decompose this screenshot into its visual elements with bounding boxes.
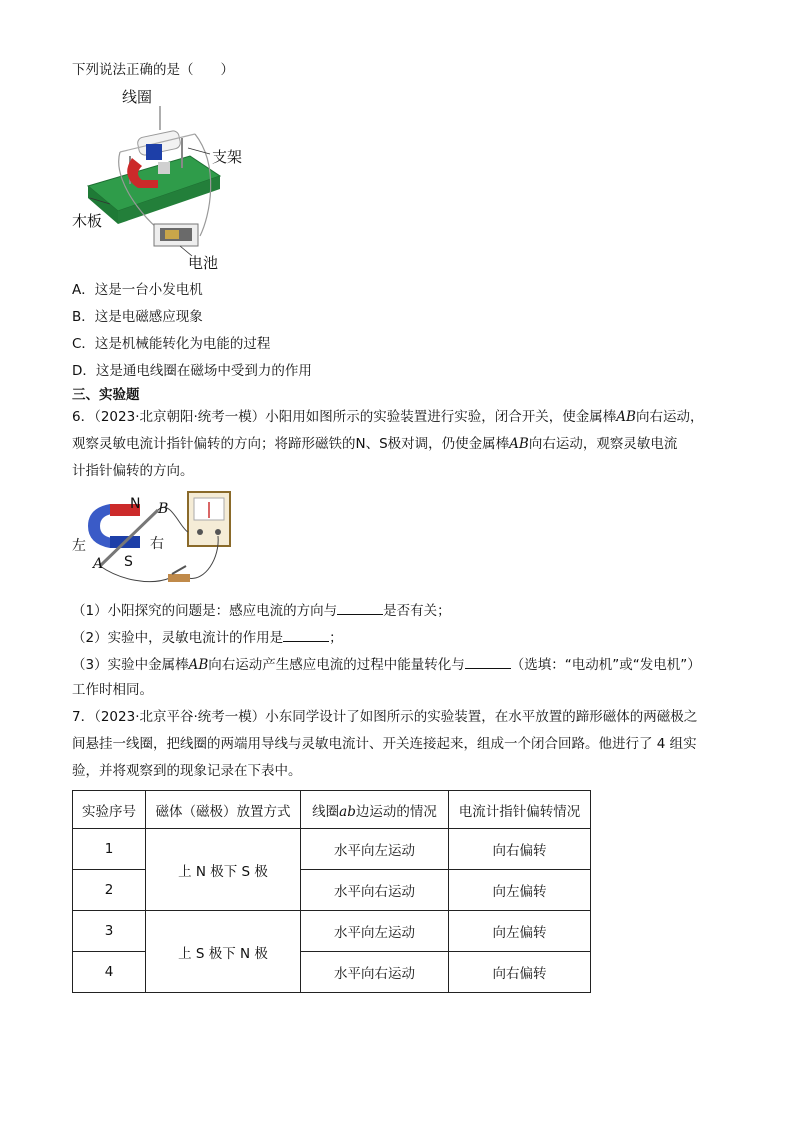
coil-label: 线圈 — [122, 88, 153, 106]
cell-magnet-placement: 上 N 极下 S 极 — [146, 829, 301, 911]
q6-sub-2-post: ； — [329, 630, 343, 646]
header-deflection: 电流计指针偏转情况 — [449, 791, 591, 829]
q6-line-1-post: 向右运动， — [635, 409, 704, 425]
magnet-n-label: N — [130, 496, 141, 512]
q6-line-2-post: 向右运动，观察灵敏电流 — [528, 436, 678, 452]
induction-experiment-figure — [70, 488, 245, 593]
cell-deflection: 向右偏转 — [449, 952, 591, 993]
q6-sub-3-pre: （3）实验中金属棒 — [72, 657, 189, 673]
q7-line-1: 7．（2023·北京平谷·统考一模）小东同学设计了如图所示的实验装置，在水平放置的蹄形磁体的两磁极之 — [72, 709, 698, 725]
motor-model-drawing — [70, 86, 260, 276]
table-row — [73, 911, 591, 952]
table-header-row — [73, 791, 591, 829]
cell-trial-no: 1 — [73, 829, 146, 870]
q6-sub-3-mid: 向右运动产生感应电流的过程中能量转化与 — [208, 657, 465, 673]
q5-option-c: C．这是机械能转化为电能的过程 — [72, 336, 271, 352]
rod-end-a-label: A — [93, 556, 104, 572]
right-direction-label: 右 — [150, 536, 164, 552]
cell-motion: 水平向右运动 — [301, 870, 449, 911]
header-ab-text: ab — [339, 803, 356, 820]
answer-blank-1[interactable] — [337, 600, 383, 615]
q6-sub-3-line-2: 工作时相同。 — [72, 682, 153, 698]
cell-trial-no: 4 — [73, 952, 146, 993]
motor-model-figure — [70, 86, 260, 276]
q6-line-2-pre: 观察灵敏电流计指针偏转的方向；将蹄形磁铁的N、S极对调，仍使金属棒 — [72, 436, 510, 452]
q6-sub-3 — [72, 654, 701, 675]
q5-option-d: D．这是通电线圈在磁场中受到力的作用 — [72, 363, 312, 379]
q7-line-3: 验，并将观察到的现象记录在下表中。 — [72, 763, 302, 779]
header-motion-text: 边运动的情况 — [355, 803, 437, 820]
table-row — [73, 829, 591, 870]
q6-sub-1-post: 是否有关； — [383, 603, 451, 619]
cell-motion: 水平向右运动 — [301, 952, 449, 993]
cell-motion: 水平向左运动 — [301, 829, 449, 870]
q6-line-1-pre: 6．（2023·北京朝阳·统考一模）小阳用如图所示的实验装置进行实验，闭合开关，使金属棒 — [72, 409, 617, 425]
answer-blank-2[interactable] — [283, 627, 329, 642]
battery-label: 电池 — [188, 254, 219, 272]
q5-option-b: B．这是电磁感应现象 — [72, 309, 203, 325]
left-direction-label: 左 — [72, 538, 86, 554]
q6-line-1 — [72, 407, 703, 427]
cell-motion: 水平向左运动 — [301, 911, 449, 952]
q6-line-3: 计指针偏转的方向。 — [72, 463, 194, 479]
cell-trial-no: 3 — [73, 911, 146, 952]
q6-line-2 — [72, 434, 677, 454]
cell-deflection: 向右偏转 — [449, 829, 591, 870]
cell-trial-no: 2 — [73, 870, 146, 911]
section-heading: 三、实验题 — [72, 387, 140, 403]
board-label: 木板 — [72, 212, 103, 230]
magnet-s-label: S — [124, 554, 133, 570]
rod-ab-label: AB — [188, 657, 209, 673]
header-magnet-placement: 磁体（磁极）放置方式 — [146, 791, 301, 829]
q6-sub-1-pre: （1）小阳探究的问题是：感应电流的方向与 — [72, 603, 338, 619]
header-coil-motion — [301, 791, 449, 829]
header-coil-text: 线圈 — [312, 803, 340, 820]
q6-sub-1 — [72, 600, 451, 621]
cell-deflection: 向左偏转 — [449, 870, 591, 911]
stand-label: 支架 — [212, 148, 243, 166]
cell-deflection: 向左偏转 — [449, 911, 591, 952]
experiment-table — [72, 790, 591, 993]
q6-sub-3-post: （选填：“电动机”或“发电机”） — [510, 657, 701, 673]
header-trial-no: 实验序号 — [73, 791, 146, 829]
rod-ab-label: AB — [616, 409, 636, 425]
q5-stem: 下列说法正确的是（ ） — [72, 62, 234, 78]
q6-sub-2 — [72, 627, 343, 648]
q7-line-2: 间悬挂一线圈，把线圈的两端用导线与灵敏电流计、开关连接起来，组成一个闭合回路。他进行了 4 组实 — [72, 736, 697, 752]
rod-ab-label: AB — [509, 436, 529, 452]
rod-end-b-label: B — [158, 501, 169, 517]
q6-sub-2-pre: （2）实验中，灵敏电流计的作用是 — [72, 630, 284, 646]
cell-magnet-placement: 上 S 极下 N 极 — [146, 911, 301, 993]
answer-blank-3[interactable] — [465, 654, 511, 669]
q5-option-a: A．这是一台小发电机 — [72, 282, 203, 298]
